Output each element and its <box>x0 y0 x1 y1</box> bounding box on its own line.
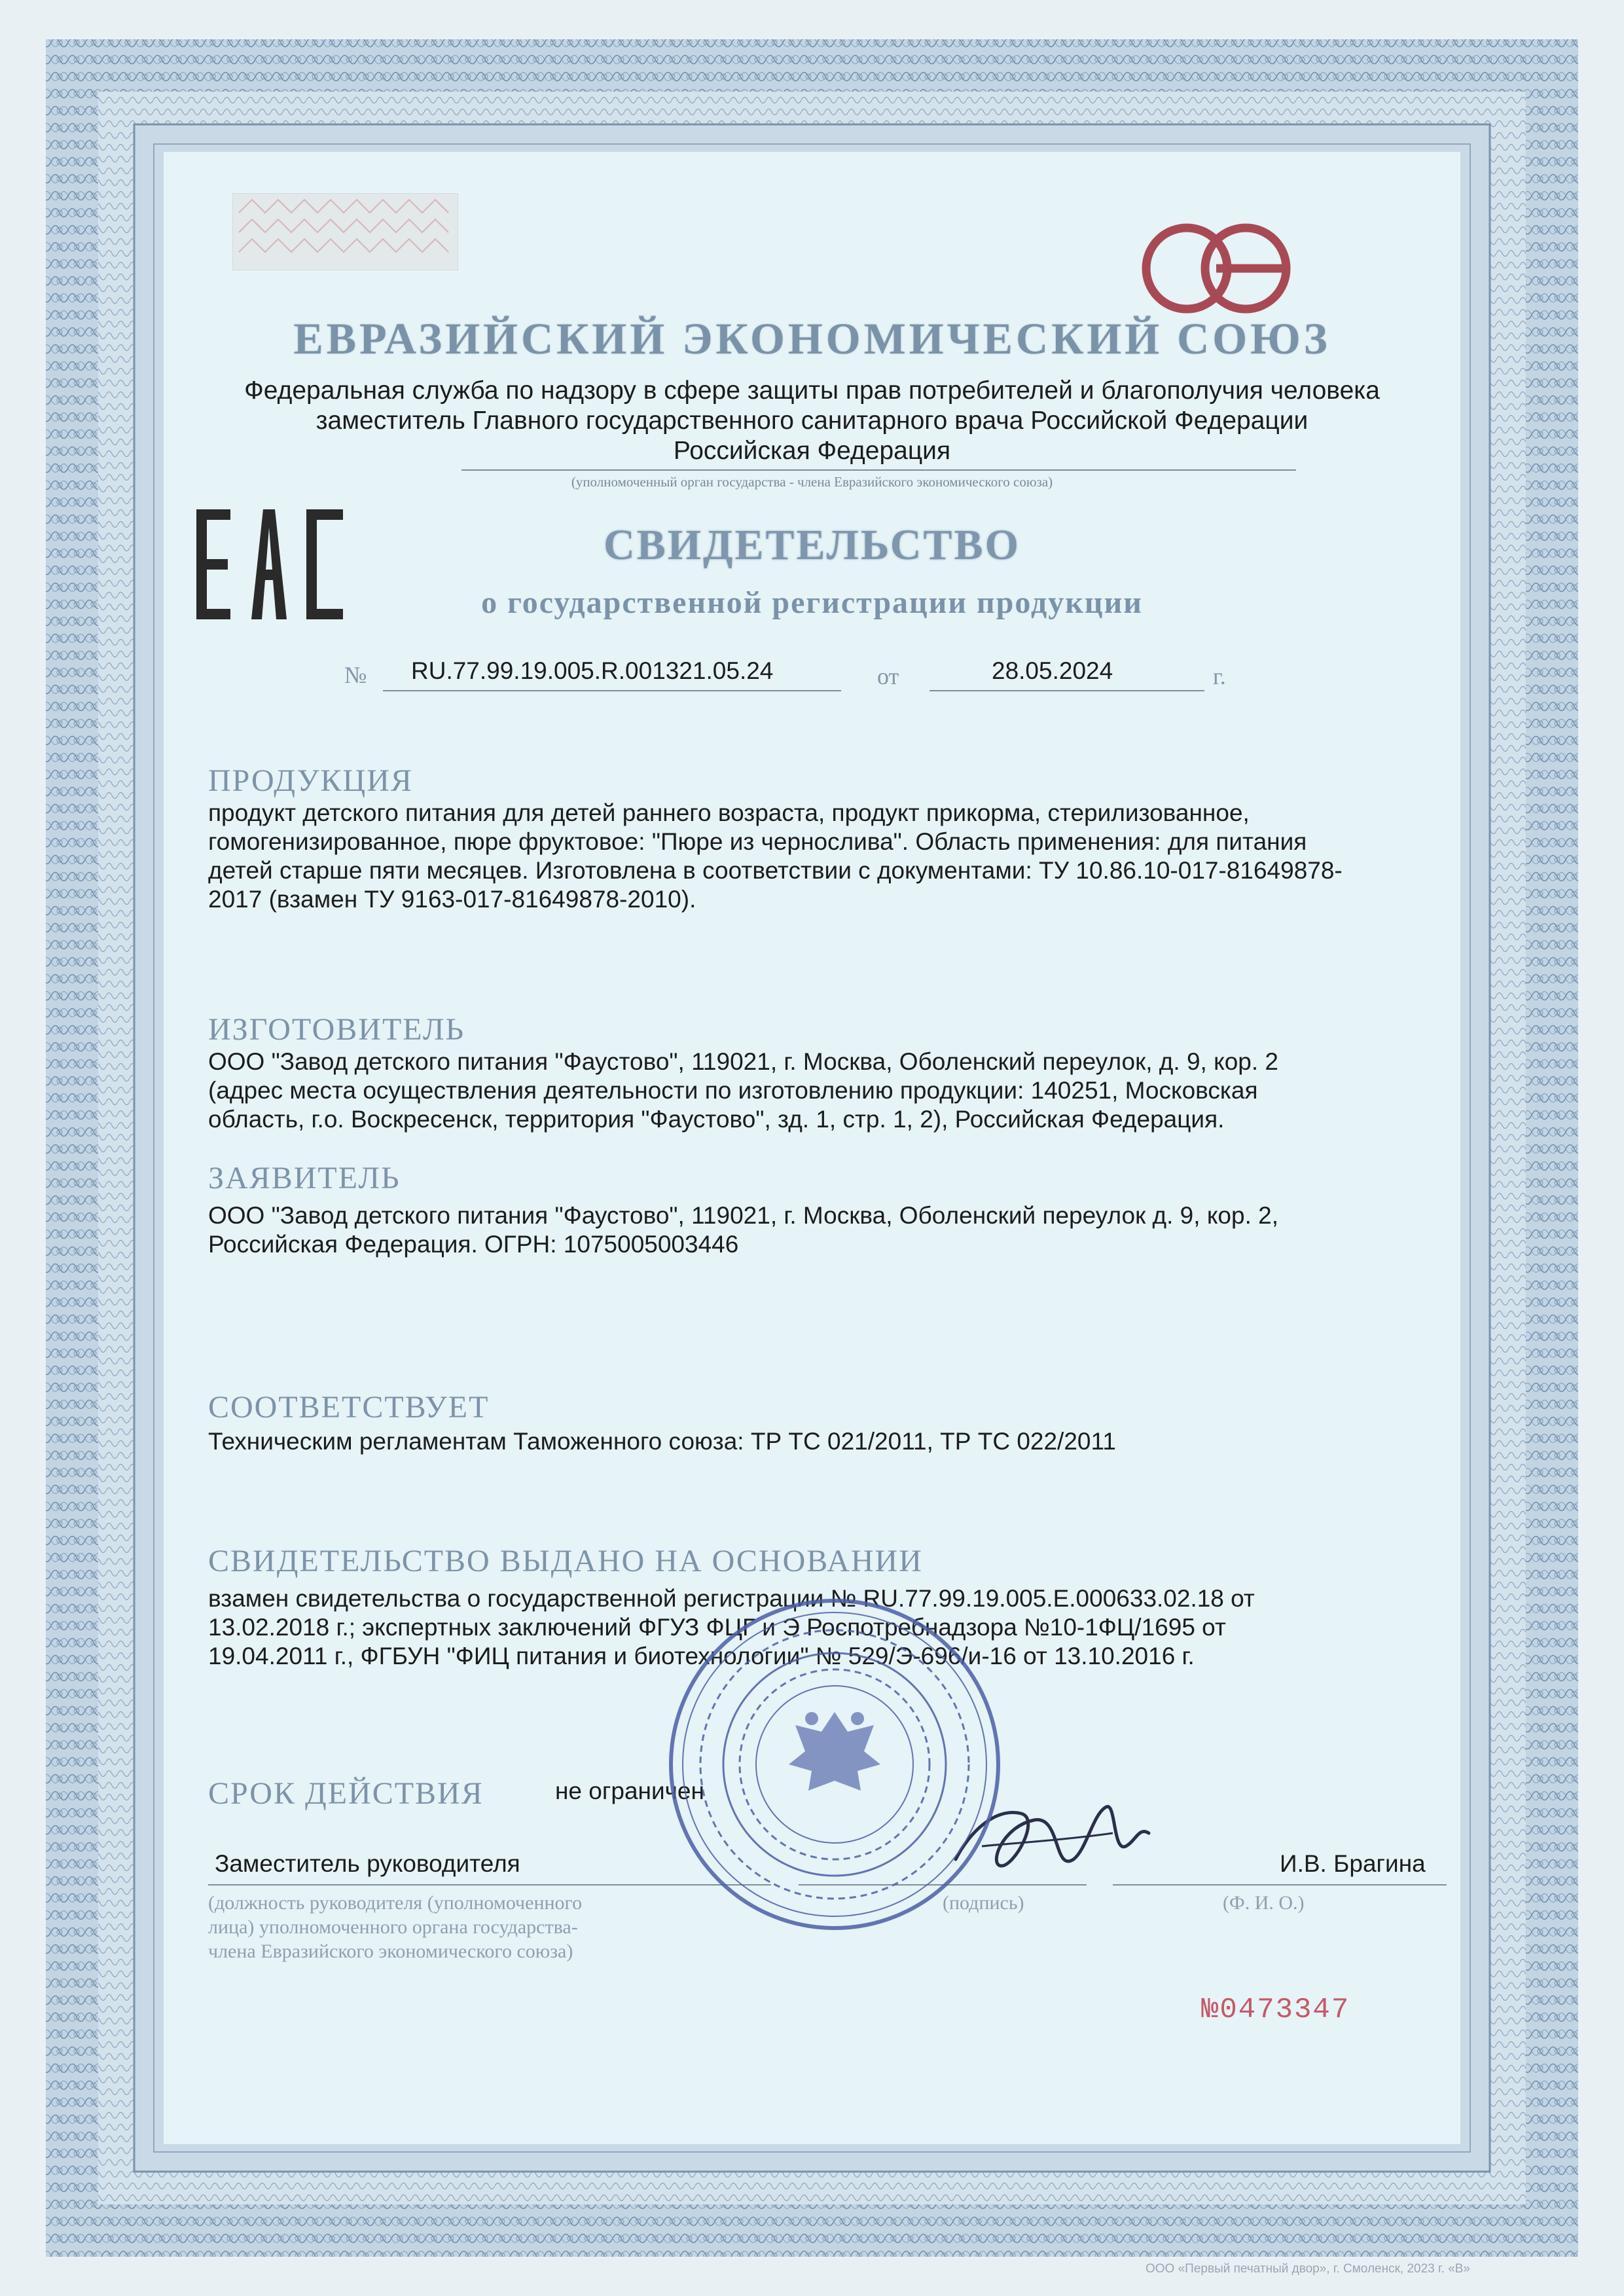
applicant-text <box>208 1201 1458 1259</box>
section-heading-basis: СВИДЕТЕЛЬСТВО ВЫДАНО НА ОСНОВАНИИ <box>208 1544 923 1578</box>
number-underline <box>383 690 841 691</box>
registration-date: 28.05.2024 <box>992 657 1113 684</box>
text-line: 2017 (взамен ТУ 9163-017-81649878-2010). <box>208 886 696 913</box>
signatory-name: И.В. Брагина <box>1280 1850 1426 1877</box>
text-line: область, г.о. Воскресенск, территория "Фаустово", зд. 1, стр. 1, 2), Российская Федерация. <box>208 1106 1225 1133</box>
text-line: детей старше пяти месяцев. Изготовлена в соответствии с документами: ТУ 10.86.10-017-81649878- <box>208 857 1343 884</box>
section-heading-validity: СРОК ДЕЙСТВИЯ <box>208 1776 484 1811</box>
text-line: продукт детского питания для детей раннего возраста, продукт прикорма, стерилизованное, <box>208 799 1250 826</box>
authority-caption: (уполномоченный орган государства - члена Евразийского экономического союза) <box>571 474 1053 490</box>
signatory-position: Заместитель руководителя <box>215 1850 520 1877</box>
conforms-text <box>208 1427 1458 1456</box>
text-line: (адрес места осуществления деятельности по изготовлению продукции: 140251, Московская <box>208 1077 1258 1104</box>
section-heading-applicant: ЗАЯВИТЕЛЬ <box>208 1161 401 1195</box>
text-line: 13.02.2018 г.; экспертных заключений ФГУЗ ФЦГ и Э Роспотребнадзора №10-1ФЦ/1695 от <box>208 1614 1226 1641</box>
official-stamp <box>664 1594 1005 1935</box>
printer-credit: ООО «Первый печатный двор», г. Смоленск, 2023 г. «В» <box>1146 2262 1470 2276</box>
text-line: ООО "Завод детского питания "Фаустово", 119021, г. Москва, Оболенский переулок, д. 9, кор. 2 <box>208 1048 1278 1075</box>
date-label: от <box>877 663 899 689</box>
text-line: Техническим регламентам Таможенного союза: ТР ТС 021/2011, ТР ТС 022/2011 <box>208 1428 1116 1455</box>
serial-number: №0473347 <box>1201 1994 1350 2026</box>
authority-line: Российская Федерация <box>673 437 951 465</box>
text-line: ООО "Завод детского питания "Фаустово", 119021, г. Москва, Оболенский переулок д. 9, кор. 2, <box>208 1202 1278 1229</box>
text-line: 19.04.2011 г., ФГБУН "ФИЦ питания и биотехнологии" № 529/Э-696/и-16 от 13.10.2016 г. <box>208 1643 1195 1669</box>
name-underline <box>1113 1884 1447 1886</box>
validity-value: не ограничен <box>555 1777 704 1804</box>
caption-line: члена Евразийского экономического союза) <box>208 1941 573 1962</box>
caption-line: лица) уполномоченного органа государства- <box>208 1916 578 1938</box>
authority-underline <box>461 469 1296 471</box>
date-underline <box>929 690 1204 691</box>
cs-logo <box>1138 219 1295 318</box>
section-heading-conforms: СООТВЕТСТВУЕТ <box>208 1390 490 1425</box>
text-line: гомогенизированное, пюре фруктовое: "Пюре из чернослива". Область применения: для питания <box>208 828 1307 855</box>
caption-line: (должность руководителя (уполномоченного <box>208 1892 583 1914</box>
product-text <box>208 799 1458 914</box>
certificate-title: СВИДЕТЕЛЬСТВО <box>604 521 1020 569</box>
certificate-subtitle: о государственной регистрации продукции <box>481 585 1143 620</box>
authority-line: заместитель Главного государственного санитарного врача Российской Федерации <box>316 407 1308 435</box>
section-heading-product: ПРОДУКЦИЯ <box>208 763 413 798</box>
text-line: взамен свидетельства о государственной регистрации № RU.77.99.19.005.Е.000633.02.18 от <box>208 1585 1255 1612</box>
manufacturer-text <box>208 1048 1458 1134</box>
year-suffix: г. <box>1213 663 1226 689</box>
section-heading-manufacturer: ИЗГОТОВИТЕЛЬ <box>208 1012 465 1047</box>
name-caption: (Ф. И. О.) <box>1223 1892 1305 1914</box>
signature-caption: (подпись) <box>943 1892 1024 1914</box>
text-line: Российская Федерация. ОГРН: 1075005003446 <box>208 1231 739 1258</box>
registration-number: RU.77.99.19.005.R.001321.05.24 <box>411 657 774 684</box>
union-title: ЕВРАЗИЙСКИЙ ЭКОНОМИЧЕСКИЙ СОЮЗ <box>293 314 1331 363</box>
number-label: № <box>344 662 367 688</box>
authority-line: Федеральная служба по надзору в сфере защиты прав потребителей и благополучия человека <box>244 376 1380 405</box>
security-hologram <box>232 193 458 270</box>
